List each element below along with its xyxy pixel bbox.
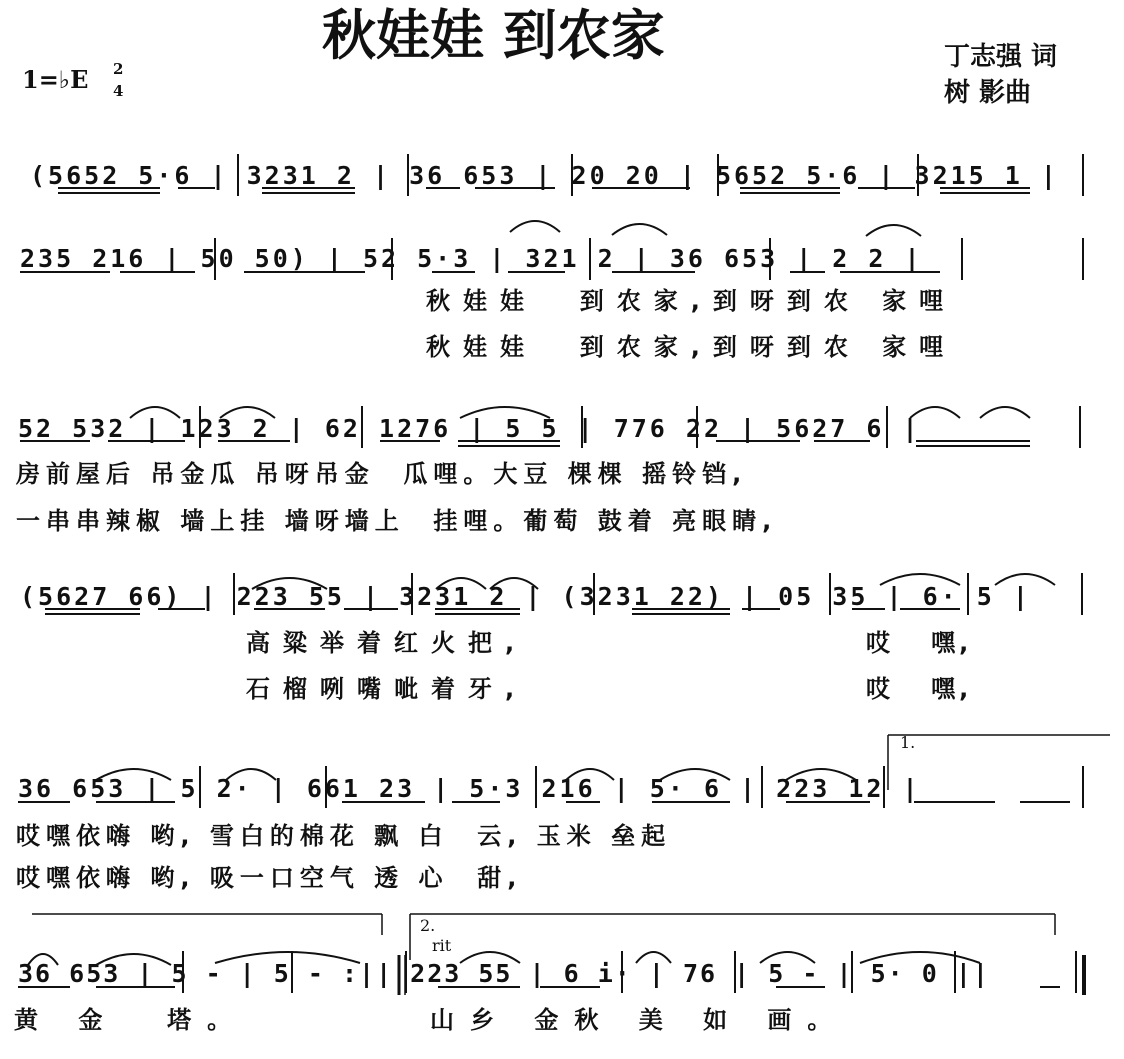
notation-line-2: 235 216 | 50 50) | 52 5·3 | 321 2 | 36 653 | 2 2 | [20,244,923,273]
notation-line-3: 52 532 | 123 2 | 62 1276 | 5 5 | 776 22 | 5627 6 | [18,414,921,443]
lyric-line-2b: 秋娃娃 到农家,到呀到农 家哩 [426,333,957,361]
lyric-line-5a: 哎嘿依嗨 哟, 雪白的棉花 飘 白 云, 玉米 垒起 [16,822,672,850]
notation-line-5: 36 653 | 5 2· | 661 23 | 5·3 216 | 5· 6 | 223 12 | [18,774,921,803]
slur-mark [510,221,560,232]
key-signature: 1=♭E [22,65,89,94]
lyric-line-4a-right: 哎 嘿, [866,629,973,657]
slur-mark [866,225,921,236]
notation-line-4: (5627 66) | 223 55 | 3231 2 | (3231 22) | 05 35 | 6· 5 | [20,582,1031,611]
lyric-line-4b: 石榴咧嘴呲着牙, [246,675,528,703]
lyric-line-3b: 一串串辣椒 墙上挂 墙呀墙上 挂哩。葡萄 鼓着 亮眼睛, [16,507,778,535]
lyric-line-5b: 哎嘿依嗨 哟, 吸一口空气 透 心 甜, [16,864,523,892]
meter-bottom: 4 [113,82,124,100]
lyric-line-2a: 秋娃娃 到农家,到呀到农 家哩 [426,287,957,315]
tempo-mark: rit [432,936,452,955]
lyric-line-4a: 高粱举着红火把, [246,629,528,657]
song-title: 秋娃娃 到农家 [322,3,665,67]
notation-line-1: (5652 5·6 | 3231 2 | 36 653 | 20 20 | 5652 5·6 | 3215 1 | [30,161,1059,190]
volta-2-label: 2. [420,916,436,935]
lyric-line-6a: 黄 金 塔。 [14,1006,248,1034]
volta-1-label: 1. [900,733,916,752]
composer-credit: 树 影曲 [944,78,1032,108]
meter-top: 2 [113,60,124,78]
slur-mark [980,407,1030,418]
lyric-line-6b: 山乡 金秋 美 如 画。 [430,1006,848,1034]
notation-line-6: 36 653 | 5 - | 5 - :|| 223 55 | 6 i· | 76 | 5 - | 5· 0 || [18,959,990,988]
slur-mark [612,224,667,235]
lyric-line-3a: 房前屋后 吊金瓜 吊呀吊金 瓜哩。大豆 棵棵 摇铃铛, [16,460,748,488]
lyric-line-4b-right: 哎 嘿, [866,675,973,703]
lyricist-credit: 丁志强 词 [944,42,1058,72]
